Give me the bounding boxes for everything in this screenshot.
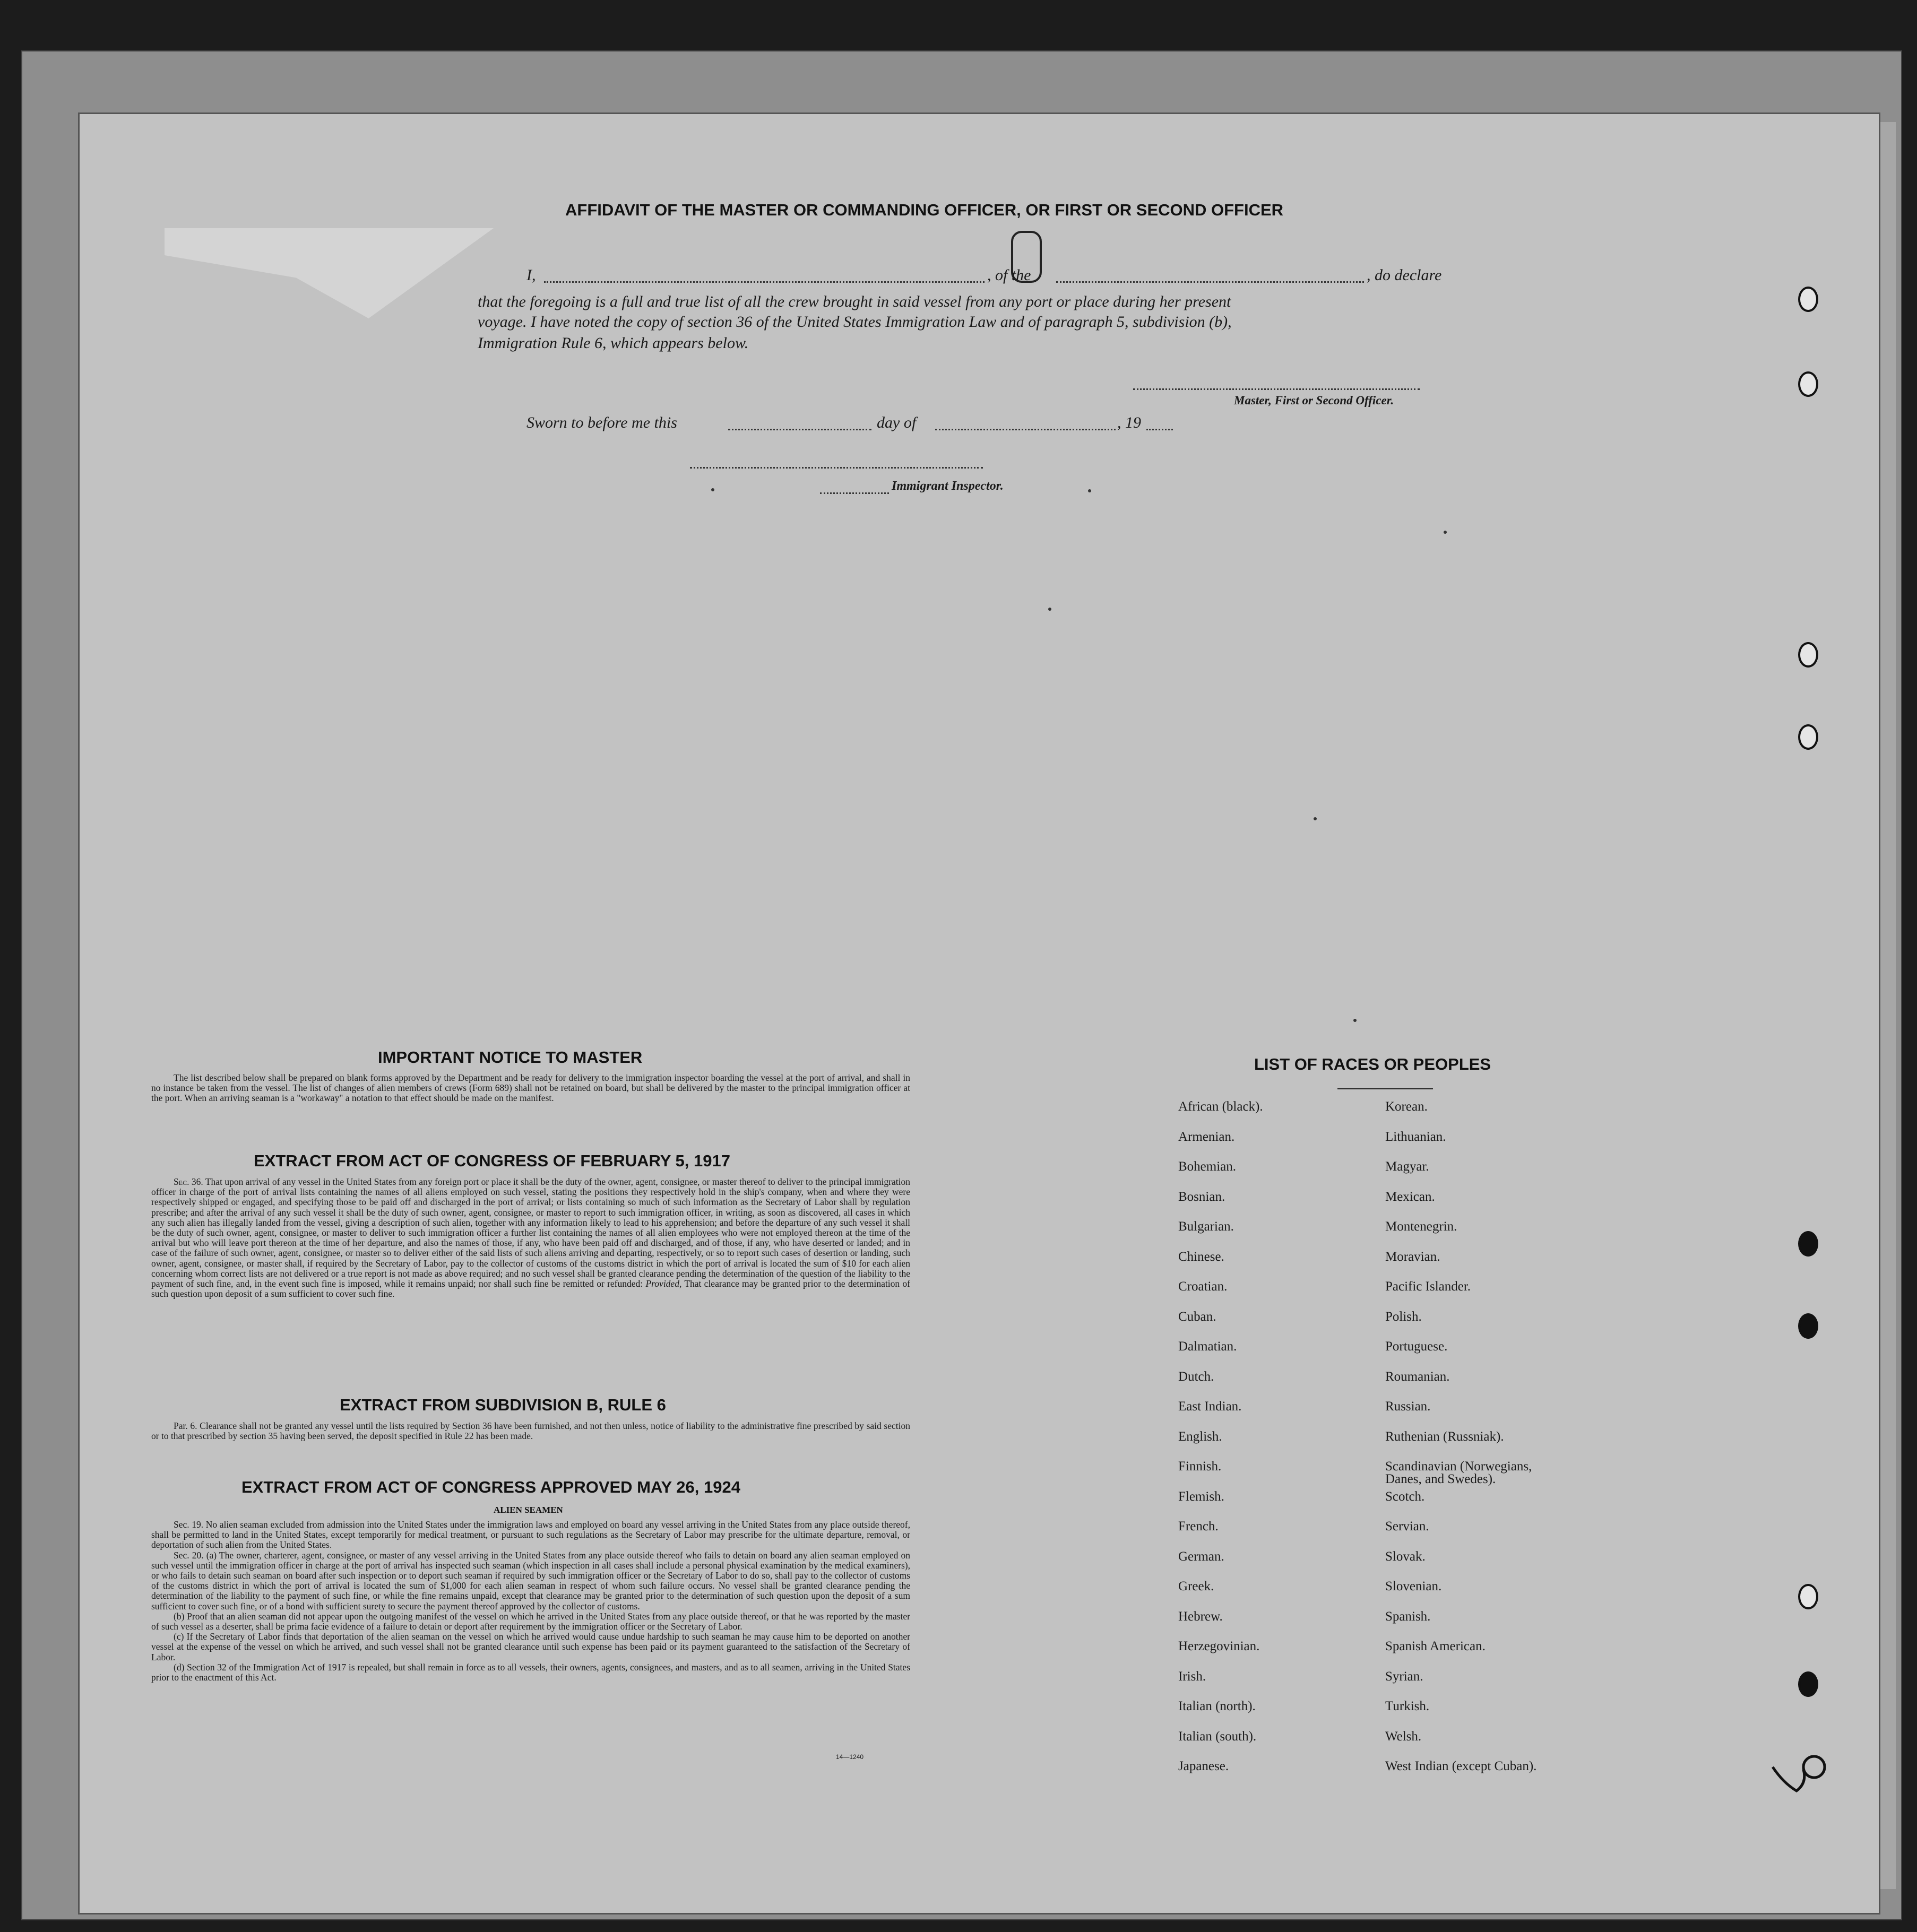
race-item: Korean. bbox=[1385, 1099, 1428, 1114]
affidavit-i-label: I, bbox=[526, 266, 536, 284]
affidavit-line-3: voyage. I have noted the copy of section 36 of the United States Immigration Law and of paragraph 5, subdivision (b), bbox=[478, 313, 1232, 331]
extract-1917-title: EXTRACT FROM ACT OF CONGRESS OF FEBRUARY 5, 1917 bbox=[254, 1151, 730, 1170]
stray-mark bbox=[1353, 1019, 1357, 1022]
affidavit-of-the: , of the bbox=[987, 266, 1031, 284]
punch-hole-icon bbox=[1798, 724, 1818, 750]
race-item: Welsh. bbox=[1385, 1729, 1422, 1744]
race-item: Italian (north). bbox=[1178, 1699, 1256, 1713]
race-item: Russian. bbox=[1385, 1399, 1431, 1414]
race-item: French. bbox=[1178, 1519, 1219, 1534]
race-item: Irish. bbox=[1178, 1669, 1206, 1684]
punch-hole-icon bbox=[1798, 1584, 1818, 1609]
race-item: West Indian (except Cuban). bbox=[1385, 1759, 1537, 1773]
affidavit-line-4: Immigration Rule 6, which appears below. bbox=[478, 334, 749, 352]
race-item: East Indian. bbox=[1178, 1399, 1242, 1414]
punch-hole-icon bbox=[1798, 371, 1818, 397]
race-item: Polish. bbox=[1385, 1309, 1422, 1324]
race-item: Syrian. bbox=[1385, 1669, 1423, 1684]
section-20c-paragraph: (c) If the Secretary of Labor finds that deportation of the alien seaman on the vessel on which he arrived would cause undue hardship to such seaman he may cause him to be deported on another vessel at the expense of the vessel on which he arrived, and such vessel shall not be granted clearance until such expense has been paid or its payment guaranteed to the satisfaction of the Secretary of Labor. bbox=[151, 1631, 910, 1662]
race-item: Pacific Islander. bbox=[1385, 1279, 1471, 1294]
stray-mark bbox=[1088, 489, 1091, 492]
inspector-signature-line[interactable] bbox=[690, 467, 983, 469]
race-item: Armenian. bbox=[1178, 1129, 1235, 1144]
stray-mark bbox=[711, 488, 714, 491]
section-36-label: Sec. 36. bbox=[174, 1176, 203, 1187]
race-item: Mexican. bbox=[1385, 1189, 1435, 1204]
race-item: Hebrew. bbox=[1178, 1609, 1223, 1624]
rule6-body bbox=[151, 1421, 910, 1441]
races-title: LIST OF RACES OR PEOPLES bbox=[1254, 1055, 1491, 1073]
race-item: Spanish. bbox=[1385, 1609, 1431, 1624]
day-of-label: day of bbox=[877, 414, 917, 431]
race-item: Scandinavian (Norwegians, bbox=[1385, 1459, 1532, 1474]
race-item: English. bbox=[1178, 1429, 1222, 1444]
sworn-label: Sworn to before me this bbox=[526, 414, 677, 431]
provided-label: Provided, bbox=[645, 1278, 682, 1289]
race-item: Danes, and Swedes). bbox=[1385, 1472, 1496, 1486]
punch-hole-icon bbox=[1798, 642, 1818, 668]
section-36-paragraph bbox=[151, 1177, 910, 1299]
race-item: Dutch. bbox=[1178, 1369, 1214, 1384]
race-item: Portuguese. bbox=[1385, 1339, 1448, 1354]
handwritten-mark-icon bbox=[1767, 1746, 1831, 1804]
race-item: Japanese. bbox=[1178, 1759, 1229, 1773]
race-item: Croatian. bbox=[1178, 1279, 1228, 1294]
section-20b-paragraph: (b) Proof that an alien seaman did not appear upon the outgoing manifest of the vessel on which he arrived in the United States from any place outside thereof, or that he was reported by the master of such vessel as a deserter, shall be prima facie evidence of a failure to detain or deport after requirement by the immigration officer or the Secretary of Labor. bbox=[151, 1610, 910, 1632]
race-item: Turkish. bbox=[1385, 1699, 1430, 1713]
form-number: 14—1240 bbox=[836, 1753, 864, 1761]
race-item: Montenegrin. bbox=[1385, 1219, 1457, 1234]
year-blank[interactable] bbox=[1146, 429, 1173, 430]
stray-mark bbox=[1444, 531, 1447, 534]
race-item: Greek. bbox=[1178, 1579, 1214, 1593]
race-item: Herzegovinian. bbox=[1178, 1639, 1260, 1653]
rule6-title: EXTRACT FROM SUBDIVISION B, RULE 6 bbox=[340, 1396, 666, 1414]
race-item: Spanish American. bbox=[1385, 1639, 1486, 1653]
race-item: Cuban. bbox=[1178, 1309, 1216, 1324]
race-item: Roumanian. bbox=[1385, 1369, 1450, 1384]
race-item: Dalmatian. bbox=[1178, 1339, 1237, 1354]
inspector-label: Immigrant Inspector. bbox=[892, 479, 1004, 493]
section-20a-paragraph: Sec. 20. (a) The owner, charterer, agent, consignee, or master of any vessel arriving in the United States from any place outside thereof who fails to detain on board any alien seaman employed on such vessel until the immigration officer in charge at the port of arrival has inspected such seaman (which inspection in all cases shall include a personal physical examination by the medical examiners), or who fails to detain such seaman on board after such inspection or to deport such seaman if required by such immigration officer or the Secretary of Labor to do so, shall pay to the collector of customs of the customs district in which the port of arrival is located the sum of $1,000 for each alien seaman in respect of whom such failure occurs. No vessel shall be granted clearance pending the determination of the liability to the payment of such fine, or while the fine remains unpaid, except that clearance may be granted prior to the determination of such question upon the deposit of a sum sufficient to cover such fine, or of a bond with sufficient surety to secure the payment thereof approved by the collector of customs. bbox=[151, 1549, 910, 1612]
punch-hole-icon bbox=[1798, 287, 1818, 312]
affidavit-line-2: that the foregoing is a full and true list of all the crew brought in said vessel from any port or place during her present bbox=[478, 293, 1231, 310]
punch-hole-icon bbox=[1798, 1231, 1818, 1257]
race-item: African (black). bbox=[1178, 1099, 1263, 1114]
extract-1924-body bbox=[151, 1520, 910, 1683]
race-item: Bohemian. bbox=[1178, 1159, 1237, 1174]
race-item: Magyar. bbox=[1385, 1159, 1429, 1174]
punch-hole-icon bbox=[1798, 1671, 1818, 1697]
sworn-month-blank[interactable] bbox=[935, 429, 1116, 430]
notice-paragraph: The list described below shall be prepared on blank forms approved by the Department and be ready for delivery to the immigration inspector boarding the vessel at the port of arrival, and shall in no instance be taken from the vessel. The list of changes of alien members of crews (Form 689) shall not be retained on board, but shall be delivered by the master to the principal immigration officer at the port. When an arriving seaman is a "workaway" a notation to that effect should be made on the manifest. bbox=[151, 1072, 910, 1104]
race-item: Ruthenian (Russniak). bbox=[1385, 1429, 1504, 1444]
vessel-blank[interactable] bbox=[1056, 281, 1364, 283]
extract-1917-body bbox=[151, 1177, 910, 1299]
stray-mark bbox=[1314, 817, 1317, 820]
provided-text: That clearance may be granted prior to the determination of such question upon deposit of a sum sufficient to cover such fine. bbox=[151, 1278, 911, 1299]
race-item: Moravian. bbox=[1385, 1249, 1440, 1264]
section-36-text: That upon arrival of any vessel in the United States from any foreign port or place it shall be the duty of the owner, agent, consignee, or master thereof to deliver to the principal immigration officer in charge of the port of arrival lists containing the names of all aliens employed on such vessel, stating the positions they respectively hold in the ship's company, when and where they were respectively shipped or engaged, and specifying those to be paid off and discharged in the port of arrival; or lists containing so much of such information as the Secretary of Labor shall by regulation prescribe; and after the arrival of any such vessel it shall be the duty of such owner, agent, consignee, or master to report to such immigration officer, in writing, as soon as discovered, all cases in which any such alien has illegally landed from the vessel, giving a description of such alien, together with any information likely to lead to his apprehension; and before the departure of any such vessel it shall be the duty of such owner, agent, consignee, or master to deliver to such immigration officer a further list containing the names of all alien employees who were not employed thereon at the time of the arrival but who will leave port thereon at the time of her departure, and also the names of those, if any, who have been paid off and discharged, and of those, if any, who have deserted or landed; and in case of the failure of such owner, agent, consignee, or master so to deliver either of the said lists of such aliens arriving and departing, respectively, or so to report such cases of desertion or landing, such owner, agent, consignee, or master shall, if required by the Secretary of Labor, pay to the collector of customs of the customs district in which the port of arrival is located the sum of $10 for each alien concerning whom correct lists are not delivered or a true report is not made as above required; and no such vessel shall be granted clearance pending the determination of the question of the liability to the payment of such fine, and, in the event such fine is imposed, while it remains unpaid; nor shall such fine be remitted or refunded: bbox=[151, 1176, 910, 1289]
races-title-rule bbox=[1337, 1088, 1433, 1089]
master-signature-line[interactable] bbox=[1133, 388, 1420, 390]
stray-mark bbox=[1048, 608, 1051, 611]
sworn-day-blank[interactable] bbox=[728, 429, 871, 430]
alien-seamen-subtitle: ALIEN SEAMEN bbox=[494, 1505, 563, 1515]
affidavit-do-declare: , do declare bbox=[1367, 266, 1442, 284]
race-item: Slovenian. bbox=[1385, 1579, 1442, 1593]
race-item: Lithuanian. bbox=[1385, 1129, 1446, 1144]
affidavit-title: AFFIDAVIT OF THE MASTER OR COMMANDING OFFICER, OR FIRST OR SECOND OFFICER bbox=[565, 201, 1284, 219]
extract-1924-title: EXTRACT FROM ACT OF CONGRESS APPROVED MAY 26, 1924 bbox=[241, 1478, 740, 1496]
section-19-paragraph: Sec. 19. No alien seaman excluded from admission into the United States under the immigration laws and employed on board any vessel arriving in the United States from any place outside thereof, shall be permitted to land in the United States, except temporarily for medical treatment, or pursuant to such regulations as the Secretary of Labor may prescribe for the ultimate departure, removal, or deportation of such alien from the United States. bbox=[151, 1519, 910, 1550]
year-label: , 19 bbox=[1117, 414, 1141, 431]
folded-corner bbox=[165, 228, 494, 318]
punch-hole-icon bbox=[1798, 1313, 1818, 1339]
section-20d-paragraph: (d) Section 32 of the Immigration Act of 1917 is repealed, but shall remain in force as to all vessels, their owners, agents, consignees, and masters, and as to all seamen, arriving in the United States prior to the enactment of this Act. bbox=[151, 1661, 910, 1683]
inspector-lead-line bbox=[820, 492, 889, 494]
race-item: Slovak. bbox=[1385, 1549, 1426, 1564]
master-signature-label: Master, First or Second Officer. bbox=[1234, 394, 1394, 407]
race-item: German. bbox=[1178, 1549, 1224, 1564]
race-item: Servian. bbox=[1385, 1519, 1429, 1534]
notice-body bbox=[151, 1073, 910, 1104]
race-item: Bosnian. bbox=[1178, 1189, 1225, 1204]
race-item: Italian (south). bbox=[1178, 1729, 1257, 1744]
race-item: Chinese. bbox=[1178, 1249, 1224, 1264]
race-item: Flemish. bbox=[1178, 1489, 1224, 1504]
name-blank[interactable] bbox=[544, 281, 985, 283]
rule6-paragraph: Par. 6. Clearance shall not be granted any vessel until the lists required by Section 36 have been furnished, and not then unless, notice of liability to the administrative fine prescribed by said section or to that prescribed by section 35 having been served, the deposit specified in Rule 22 has been made. bbox=[151, 1420, 910, 1442]
notice-title: IMPORTANT NOTICE TO MASTER bbox=[378, 1048, 643, 1067]
race-item: Finnish. bbox=[1178, 1459, 1222, 1474]
race-item: Scotch. bbox=[1385, 1489, 1425, 1504]
race-item: Bulgarian. bbox=[1178, 1219, 1234, 1234]
